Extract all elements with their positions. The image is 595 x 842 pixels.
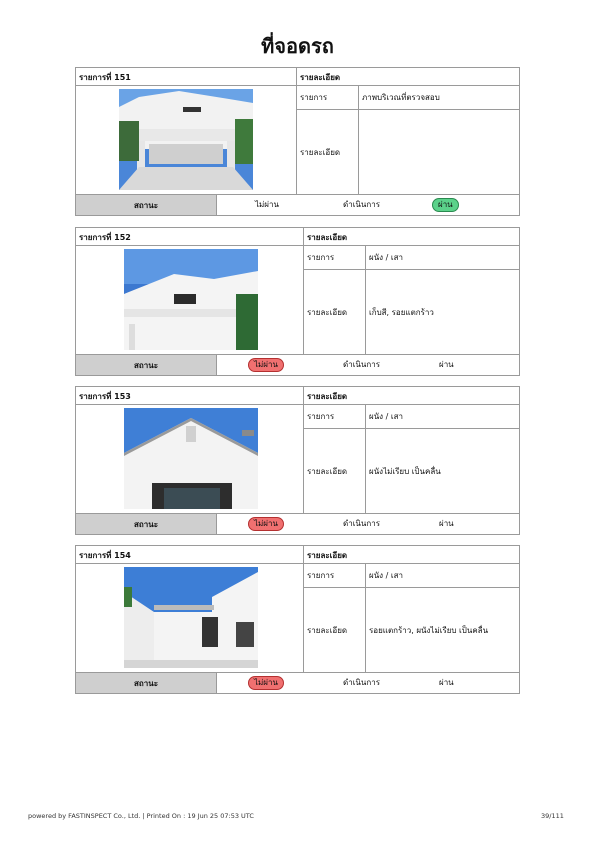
page-number: 39/111	[541, 812, 564, 820]
detail-header: รายละเอียด	[307, 233, 348, 242]
inspection-photo[interactable]	[76, 86, 297, 194]
item-value: ผนัง / เสา	[369, 253, 403, 262]
status-in-progress-option[interactable]: ดำเนินการ	[343, 519, 380, 528]
detail-label: รายละเอียด	[297, 110, 359, 194]
detail-header: รายละเอียด	[300, 73, 341, 82]
detail-value: ผนังไม่เรียบ เป็นคลื่น	[369, 466, 441, 476]
inspection-card-154	[75, 545, 520, 694]
status-pass-option[interactable]: ผ่าน	[439, 678, 454, 687]
status-label: สถานะ	[76, 514, 217, 534]
status-in-progress-option[interactable]: ดำเนินการ	[343, 360, 380, 369]
inspection-card-152	[75, 227, 520, 376]
inspection-photo[interactable]	[76, 246, 304, 354]
detail-value: รอยแตกร้าว, ผนังไม่เรียบ เป็นคลื่น	[369, 625, 489, 635]
status-label: สถานะ	[76, 355, 217, 375]
detail-label: รายละเอียด	[304, 588, 366, 672]
detail-label: รายละเอียด	[304, 429, 366, 513]
inspection-photo[interactable]	[76, 405, 304, 513]
gable-wall-photo	[124, 408, 258, 509]
detail-value: เก็บสี, รอยแตกร้าว	[369, 307, 434, 317]
detail-header: รายละเอียด	[307, 551, 348, 560]
status-in-progress-option[interactable]: ดำเนินการ	[343, 678, 380, 687]
footer-credit: powered by FASTINSPECT Co., Ltd. | Printed On : 19 Jun 25 07:53 UTC	[28, 812, 254, 820]
status-in-progress-option[interactable]: ดำเนินการ	[343, 200, 380, 209]
item-label: รายการ	[297, 86, 359, 109]
item-value: ผนัง / เสา	[369, 571, 403, 580]
card-number: รายการที่ 151	[76, 68, 297, 85]
inspection-card-151	[75, 67, 520, 216]
detail-header: รายละเอียด	[307, 392, 348, 401]
side-wall-photo	[124, 567, 258, 668]
status-fail-option[interactable]: ไม่ผ่าน	[248, 676, 284, 690]
inspection-card-153	[75, 386, 520, 535]
item-label: รายการ	[304, 564, 366, 587]
status-label: สถานะ	[76, 195, 217, 215]
carport-photo	[119, 89, 253, 190]
item-value: ภาพบริเวณที่ตรวจสอบ	[362, 93, 440, 102]
card-number: รายการที่ 154	[76, 546, 304, 563]
card-number: รายการที่ 153	[76, 387, 304, 404]
item-label: รายการ	[304, 246, 366, 269]
page-title: ที่จอดรถ	[261, 34, 334, 58]
inspection-photo[interactable]	[76, 564, 304, 672]
item-value: ผนัง / เสา	[369, 412, 403, 421]
status-pass-option[interactable]: ผ่าน	[432, 198, 459, 212]
status-pass-option[interactable]: ผ่าน	[439, 519, 454, 528]
house-facade-photo	[124, 249, 258, 350]
status-fail-option[interactable]: ไม่ผ่าน	[248, 358, 284, 372]
status-fail-option[interactable]: ไม่ผ่าน	[255, 200, 279, 209]
card-number: รายการที่ 152	[76, 228, 304, 245]
detail-value	[359, 110, 362, 194]
status-label: สถานะ	[76, 673, 217, 693]
status-pass-option[interactable]: ผ่าน	[439, 360, 454, 369]
detail-label: รายละเอียด	[304, 270, 366, 354]
item-label: รายการ	[304, 405, 366, 428]
status-fail-option[interactable]: ไม่ผ่าน	[248, 517, 284, 531]
